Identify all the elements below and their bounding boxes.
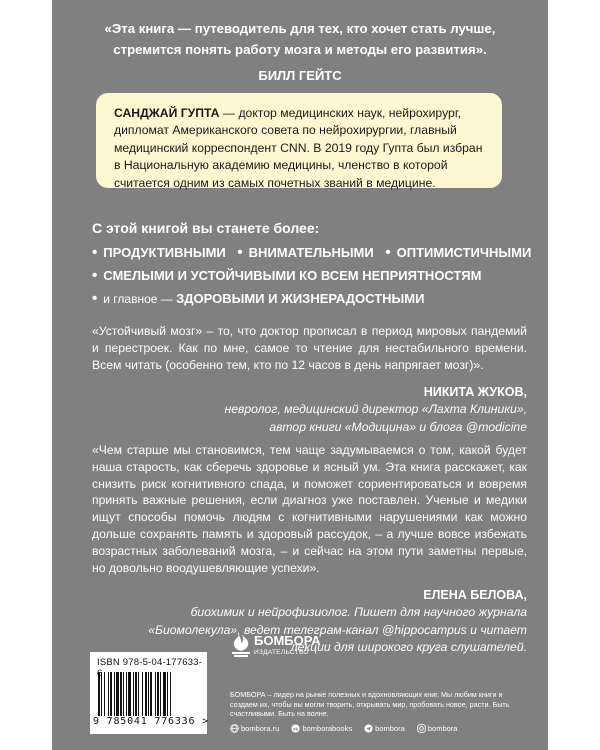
social-vk[interactable] xyxy=(291,724,352,733)
benefit-item: ВНИМАТЕЛЬНЫМИ xyxy=(248,245,374,260)
social-label: bombora xyxy=(375,724,405,733)
review-text: «Чем старше мы становимся, тем чаще задумываемся о том, какой будет наша старость, как сберечь здоровье и ясный ум. Эта книга расскажет, как снизить риск когнитивного спада, и поможет сориентироваться и вовремя принять важные решения, если диагноз уже поставлен. Ученые и медики ищут способы помочь людям с когнитивными нарушениями как можно дольше сохранять память и здоровый рассудок, – а лучше вовсе избежать возрастных заболеваний мозга, – и сейчас на этом пути заметны первые, но довольно воодушевляющие успехи». xyxy=(92,443,527,575)
isbn-label: ISBN 978-5-04-177633- xyxy=(97,657,203,668)
svg-text:vk: vk xyxy=(293,726,299,732)
top-quote-line-1: «Эта книга — путеводитель для тех, кто хочет стать лучше, xyxy=(104,21,496,36)
social-label: bombora xyxy=(427,724,458,733)
benefits-list xyxy=(92,218,532,311)
reviewer-name: ЕЛЕНА БЕЛОВА, xyxy=(423,588,527,603)
social-instagram[interactable] xyxy=(417,724,458,733)
isbn-barcode-box xyxy=(90,652,207,734)
bullet-icon: • xyxy=(92,267,98,284)
author-bio-text: — доктор медицинских наук, нейрохирург, дипломат Американского совета по нейрохирургии, главный медицинский корреспондент CNN. В 2019 году Гупта был избран в Национальную академию медицины, членство в которой считается одним из самых почетных званий в медицине. xyxy=(114,106,483,190)
review-signature xyxy=(92,383,527,436)
benefit-item: ЗДОРОВЫМИ И ЖИЗНЕРАДОСТНЫМИ xyxy=(176,291,425,306)
vk-icon xyxy=(291,724,300,733)
top-quote-author: БИЛЛ ГЕЙТС xyxy=(258,68,342,83)
author-bio-box xyxy=(96,93,502,188)
reviewer-title-line: биохимик и нейрофизиолог. Пишет для научного журнала xyxy=(190,605,527,620)
benefit-item: ПРОДУКТИВНЫМИ xyxy=(103,245,226,260)
social-telegram[interactable] xyxy=(364,724,405,733)
reviewer-name: НИКИТА ЖУКОВ, xyxy=(423,385,527,400)
benefit-item: СМЕЛЫМИ И УСТОЙЧИВЫМИ КО ВСЕМ НЕПРИЯТНОСТЯМ xyxy=(103,268,482,283)
bullet-icon: • xyxy=(237,244,243,261)
barcode-icon xyxy=(97,672,201,716)
reviewer-title-line: лекции для широкого круга слушателей. xyxy=(290,640,527,655)
social-label: bombora.ru xyxy=(241,724,280,733)
reviewer-title-line: автор книги «Модицина» и блога @modicine xyxy=(269,419,527,434)
social-site[interactable] xyxy=(230,724,279,733)
review-zhukov xyxy=(92,323,527,436)
publisher-description: БОМБОРА – лидер на рынке полезных и вдохновляющих книг. Мы любим книги и создаем их, чтобы вы могли творить, открывать мир, пробовать новое, расти. Быть счастливыми. Быть на волне. xyxy=(230,690,510,718)
social-label: bomborabooks xyxy=(302,724,353,733)
review-belova xyxy=(92,442,527,657)
benefits-row-1 xyxy=(92,241,532,264)
reviewer-title-line: невролог, медицинский директор «Лахта Клиники», xyxy=(224,402,527,417)
globe-icon xyxy=(230,724,239,733)
publisher-socials xyxy=(230,724,530,733)
reviewer-title-line: «Биомолекула», ведет телеграм-канал @hippocampus и читает xyxy=(148,622,527,637)
author-name: САНДЖАЙ ГУПТА xyxy=(114,106,220,120)
benefits-title: С этой книгой вы станете более: xyxy=(92,220,320,236)
top-quote xyxy=(52,18,548,85)
benefits-row-2 xyxy=(92,264,532,287)
bombora-logo-icon xyxy=(230,632,252,658)
publisher-name: БОМБОРА xyxy=(254,633,321,648)
top-quote-line-2: стремится понять работу мозга и методы его развития». xyxy=(113,42,487,57)
book-back-cover xyxy=(52,0,548,750)
bullet-icon: • xyxy=(92,290,98,307)
benefit-prefix: и главное — xyxy=(103,292,177,306)
review-text: «Устойчивый мозг» – то, что доктор прописал в период мировых пандемий и перестроек. Как по мне, самое то чтение для нестабильного времени. Всем читать (особенно тем, кто по 12 часов в день напрягает мозг)». xyxy=(92,324,527,372)
publisher-subtitle: ИЗДАТЕЛЬСТВО xyxy=(254,649,309,656)
barcode-number: 9 785041 776336 > xyxy=(93,716,209,727)
bullet-icon: • xyxy=(92,244,98,261)
bullet-icon: • xyxy=(385,244,391,261)
benefit-item: ОПТИМИСТИЧНЫМИ xyxy=(396,245,532,260)
telegram-icon xyxy=(364,724,373,733)
instagram-icon xyxy=(417,724,426,733)
benefits-row-3 xyxy=(92,287,532,311)
